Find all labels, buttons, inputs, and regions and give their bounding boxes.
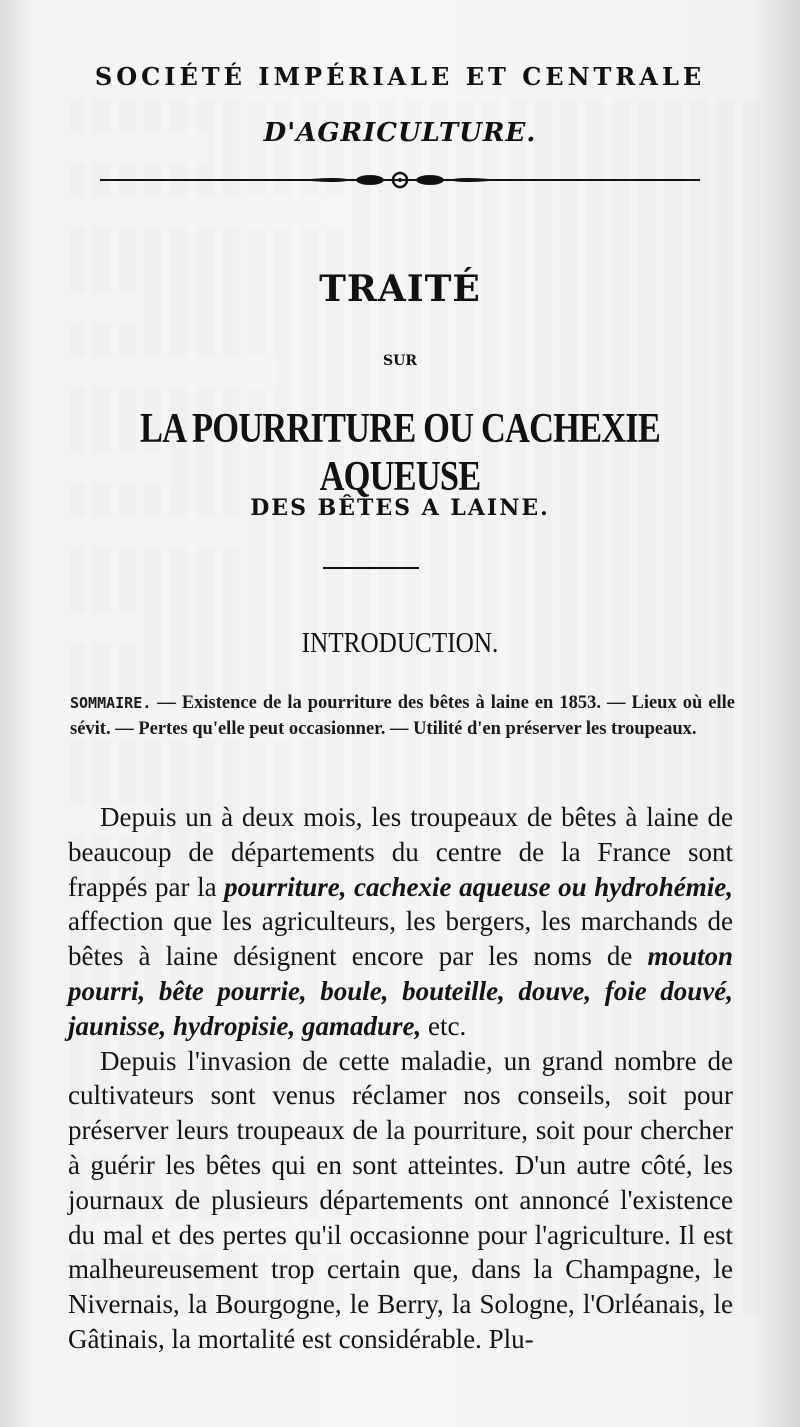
sur-label: SUR: [383, 353, 417, 369]
ornamental-rule: [100, 170, 700, 190]
p1-italic-terms-2: mouton pourri, bête pourrie, boule, bouteille, douve, foie douvé, jaunisse, hydropisie, gamadure,: [68, 941, 733, 1041]
summary-label: SOMMAIRE.: [70, 694, 152, 712]
p1-italic-terms-1: pourriture, cachexie aqueuse ou hydrohémie,: [224, 871, 734, 902]
summary-paragraph: [70, 690, 735, 742]
divider: [323, 567, 419, 569]
society-name: SOCIÉTÉ IMPÉRIALE ET CENTRALE: [94, 62, 706, 91]
p1-text-3: etc.: [421, 1010, 467, 1041]
treatise-heading: TRAITÉ: [319, 268, 481, 310]
body-paragraph-2: Depuis l'invasion de cette maladie, un grand nombre de cultivateurs sont venus réclamer nos conseils, soit pour préserver leurs troupeaux de la pourriture, soit pour chercher à guérir les bêtes qui en sont atteintes. D'un autre côté, les journaux de plusieurs départements ont annoncé l'existence du mal et des pertes qu'il occasionne pour l'agriculture. Il est malheureusement trop certain que, dans la Champagne, le Nivernais, la Bourgogne, le Berry, la Sologne, l'Orléanais, le Gâtinais, la mortalité est considérable. Plu-: [68, 1045, 733, 1354]
body-text: [68, 800, 733, 1357]
society-subtitle: D'AGRICULTURE.: [263, 118, 537, 148]
main-title: LA POURRITURE OU CACHEXIE AQUEUSE: [139, 406, 661, 500]
summary-text: — Existence de la pourriture des bêtes à laine en 1853. — Lieux où elle sévit. — Pertes qu'elle peut occasionner. — Utilité d'en préserver les troupeaux.: [70, 693, 735, 739]
introduction-heading: INTRODUCTION.: [301, 628, 499, 659]
body-paragraph-1: [68, 800, 733, 1044]
p1-text-2: affection que les agriculteurs, les bergers, les marchands de bêtes à laine désignent encore par les noms de: [68, 906, 733, 972]
subtitle: DES BÊTES A LAINE.: [250, 495, 550, 521]
p1-text-1: Depuis un à deux mois, les troupeaux de bêtes à laine de beaucoup de départements du centre de la France sont frappés par la: [68, 802, 733, 902]
